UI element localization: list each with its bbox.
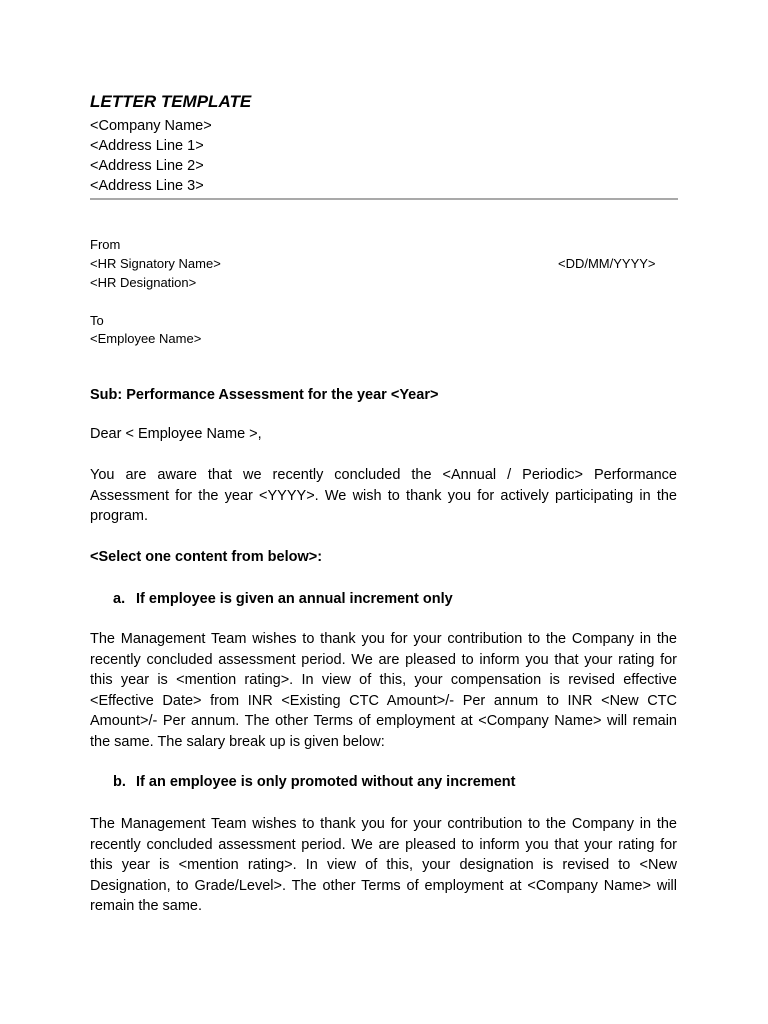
from-label: From bbox=[90, 237, 121, 252]
option-a-heading: If employee is given an annual increment only bbox=[136, 591, 453, 607]
option-b-paragraph: The Management Team wishes to thank you for your contribution to the Company in the recently concluded assessment period. We are pleased to inform you that your rating for this year is <mention rating>. In view of this, your designation is revised to <New Designation, to Grade/Level>. The other Terms of employment at <Company Name> will remain the same. bbox=[90, 816, 677, 914]
hr-designation: <HR Designation> bbox=[90, 275, 197, 290]
to-label: To bbox=[90, 313, 104, 328]
option-b-letter: b. bbox=[113, 774, 126, 790]
employee-name: <Employee Name> bbox=[90, 331, 202, 346]
address-line-2: <Address Line 2> bbox=[90, 158, 204, 174]
salutation: Dear < Employee Name >, bbox=[90, 426, 262, 442]
address-line-3: <Address Line 3> bbox=[90, 178, 204, 194]
option-a-letter: a. bbox=[113, 591, 126, 607]
intro-paragraph: You are aware that we recently concluded the <Annual / Periodic> Performance Assessment for the year <YYYY>. We wish to thank you for actively participating in the program. bbox=[90, 467, 677, 524]
hr-signatory-name: <HR Signatory Name> bbox=[90, 256, 221, 271]
company-name: <Company Name> bbox=[90, 118, 212, 134]
letter-title: LETTER TEMPLATE bbox=[90, 92, 252, 111]
select-instruction: <Select one content from below>: bbox=[90, 549, 323, 565]
subject-line: Sub: Performance Assessment for the year <Year> bbox=[90, 387, 439, 403]
letter-date: <DD/MM/YYYY> bbox=[558, 256, 656, 271]
address-line-1: <Address Line 1> bbox=[90, 138, 204, 154]
option-b-heading: If an employee is only promoted without any increment bbox=[136, 774, 516, 790]
option-a-paragraph: The Management Team wishes to thank you for your contribution to the Company in the recently concluded assessment period. We are pleased to inform you that your rating for this year is <mention rating>. In view of this, your compensation is revised effective <Effective Date> from INR <Existing CTC Amount>/- Per annum to INR <New CTC Amount>/- Per annum. The other Terms of employment at <Company Name> will remain the same. The salary break up is given below: bbox=[90, 631, 677, 750]
header-divider bbox=[90, 198, 678, 200]
